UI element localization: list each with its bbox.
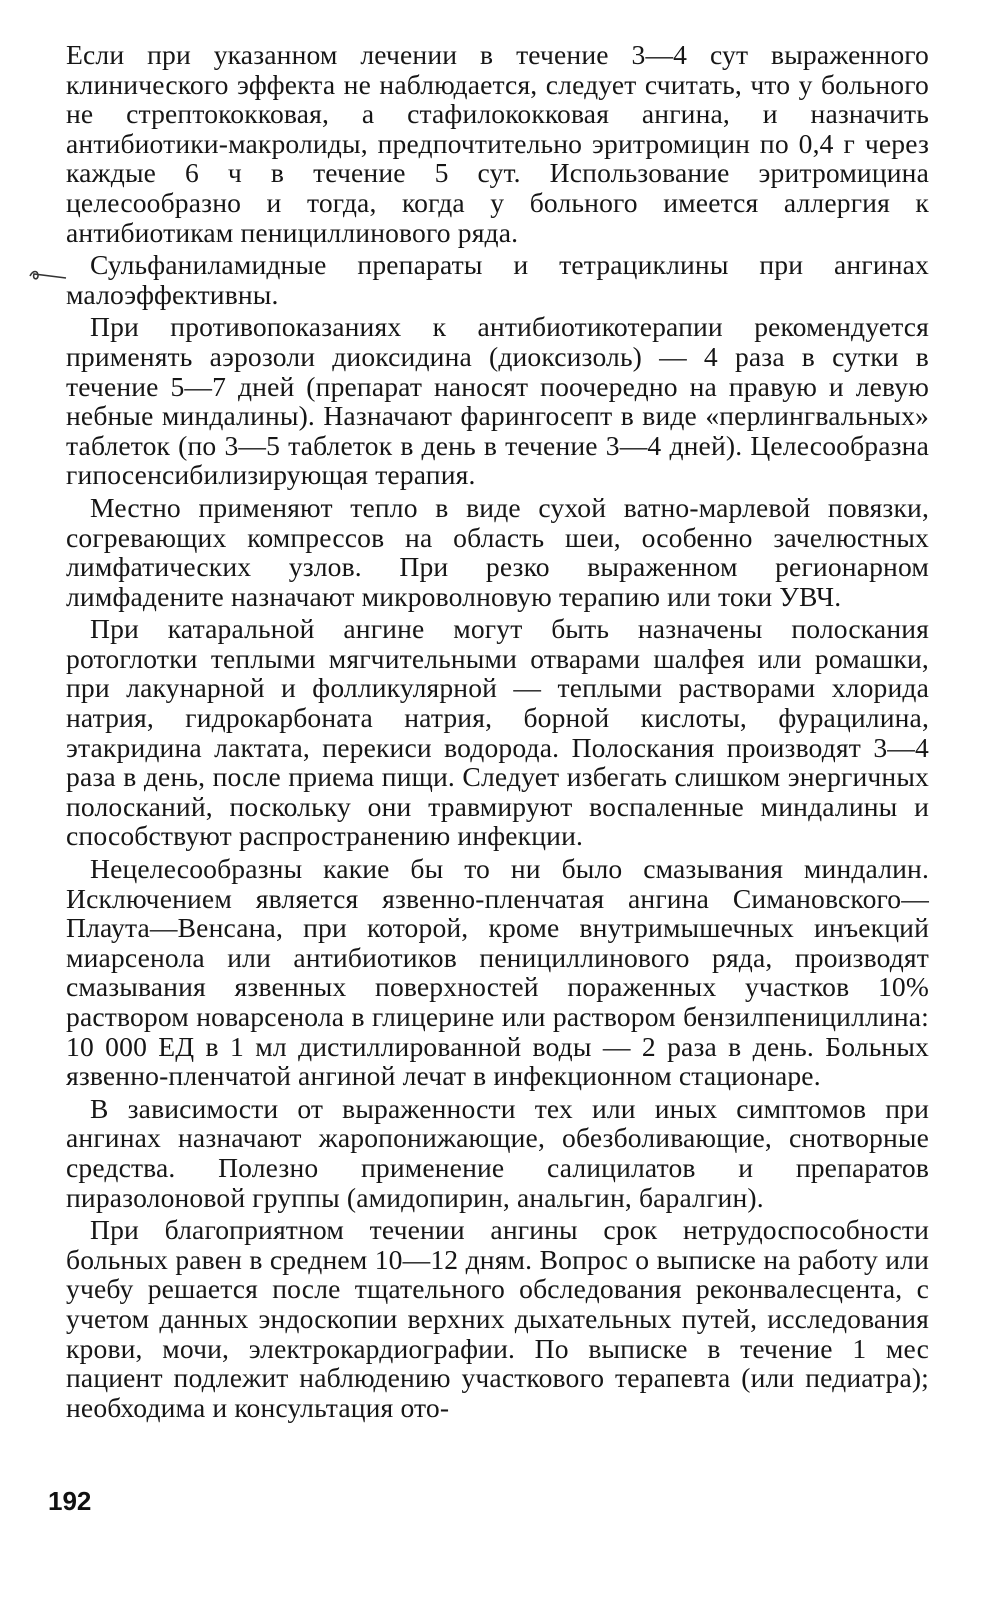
- paragraph-4: Местно применяют тепло в виде сухой ватно-марлевой повязки, согревающих компрессов на область шеи, особенно зачелюстных лимфатических узлов. При резко выраженном регионарном лимфадените назначают микроволновую терапию или токи УВЧ.: [66, 491, 929, 612]
- handwritten-margin-mark: [28, 262, 68, 288]
- paragraph-3: При противопоказаниях к антибиотикотерапии рекомендуется применять аэрозоли диоксидина (диоксизоль) — 4 раза в сутки в течение 5—7 дней (препарат наносят поочередно на правую и левую небные миндалины). Назначают фарингосепт в виде «перлингвальных» таблеток (по 3—5 таблеток в день в течение 3—4 дней). Целесообразна гипосенсибилизирующая терапия.: [66, 311, 929, 491]
- paragraph-1: Если при указанном лечении в течение 3—4 сут выраженного клинического эффекта не наблюдается, следует считать, что у больного не стрептококковая, а стафилококковая ангина, и назначить антибиотики-макролиды, предпочтительно эритромицин по 0,4 г через каждые 6 ч в течение 5 сут. Использование эритромицина целесообразно и тогда, когда у больного имеется аллергия к антибиотикам пенициллинового ряда.: [66, 39, 929, 248]
- page-number: 192: [48, 1486, 92, 1516]
- paragraph-8: При благоприятном течении ангины срок нетрудоспособности больных равен в среднем 10—12 дням. Вопрос о выписке на работу или учебу решается после тщательного обследования реконвалесцента, с учетом данных эндоскопии верхних дыхательных путей, исследования крови, мочи, электрокардиографии. По выписке в течение 1 мес пациент подлежит наблюдению участкового терапевта (или педиатра); необходима и консультация ото-: [66, 1214, 929, 1423]
- paragraph-6: Нецелесообразны какие бы то ни было смазывания миндалин. Исключением является язвенно-пленчатая ангина Симановского—Плаута—Венсана, при которой, кроме внутримышечных инъекций миарсенола или антибиотиков пенициллинового ряда, производят смазывания язвенных поверхностей пораженных участков 10% раствором новарсенола в глицерине или раствором бензилпенициллина: 10 000 ЕД в 1 мл дистиллированной воды — 2 раза в день. Больных язвенно-пленчатой ангиной лечат в инфекционном стационаре.: [66, 853, 929, 1092]
- paragraph-5: При катаральной ангине могут быть назначены полоскания ротоглотки теплыми мягчительными отварами шалфея или ромашки, при лакунарной и фолликулярной — теплыми растворами хлорида натрия, гидрокарбоната натрия, борной кислоты, фурацилина, этакридина лактата, перекиси водорода. Полоскания производят 3—4 раза в день, после приема пищи. Следует избегать слишком энергичных полосканий, поскольку они травмируют воспаленные миндалины и способствуют распространению инфекции.: [66, 613, 929, 852]
- paragraph-7: В зависимости от выраженности тех или иных симптомов при ангинах назначают жаропонижающие, обезболивающие, снотворные средства. Полезно применение салицилатов и препаратов пиразолоновой группы (амидопирин, анальгин, баралгин).: [66, 1092, 929, 1213]
- paragraph-2: Сульфаниламидные препараты и тетрациклины при ангинах малоэффективны.: [66, 249, 929, 310]
